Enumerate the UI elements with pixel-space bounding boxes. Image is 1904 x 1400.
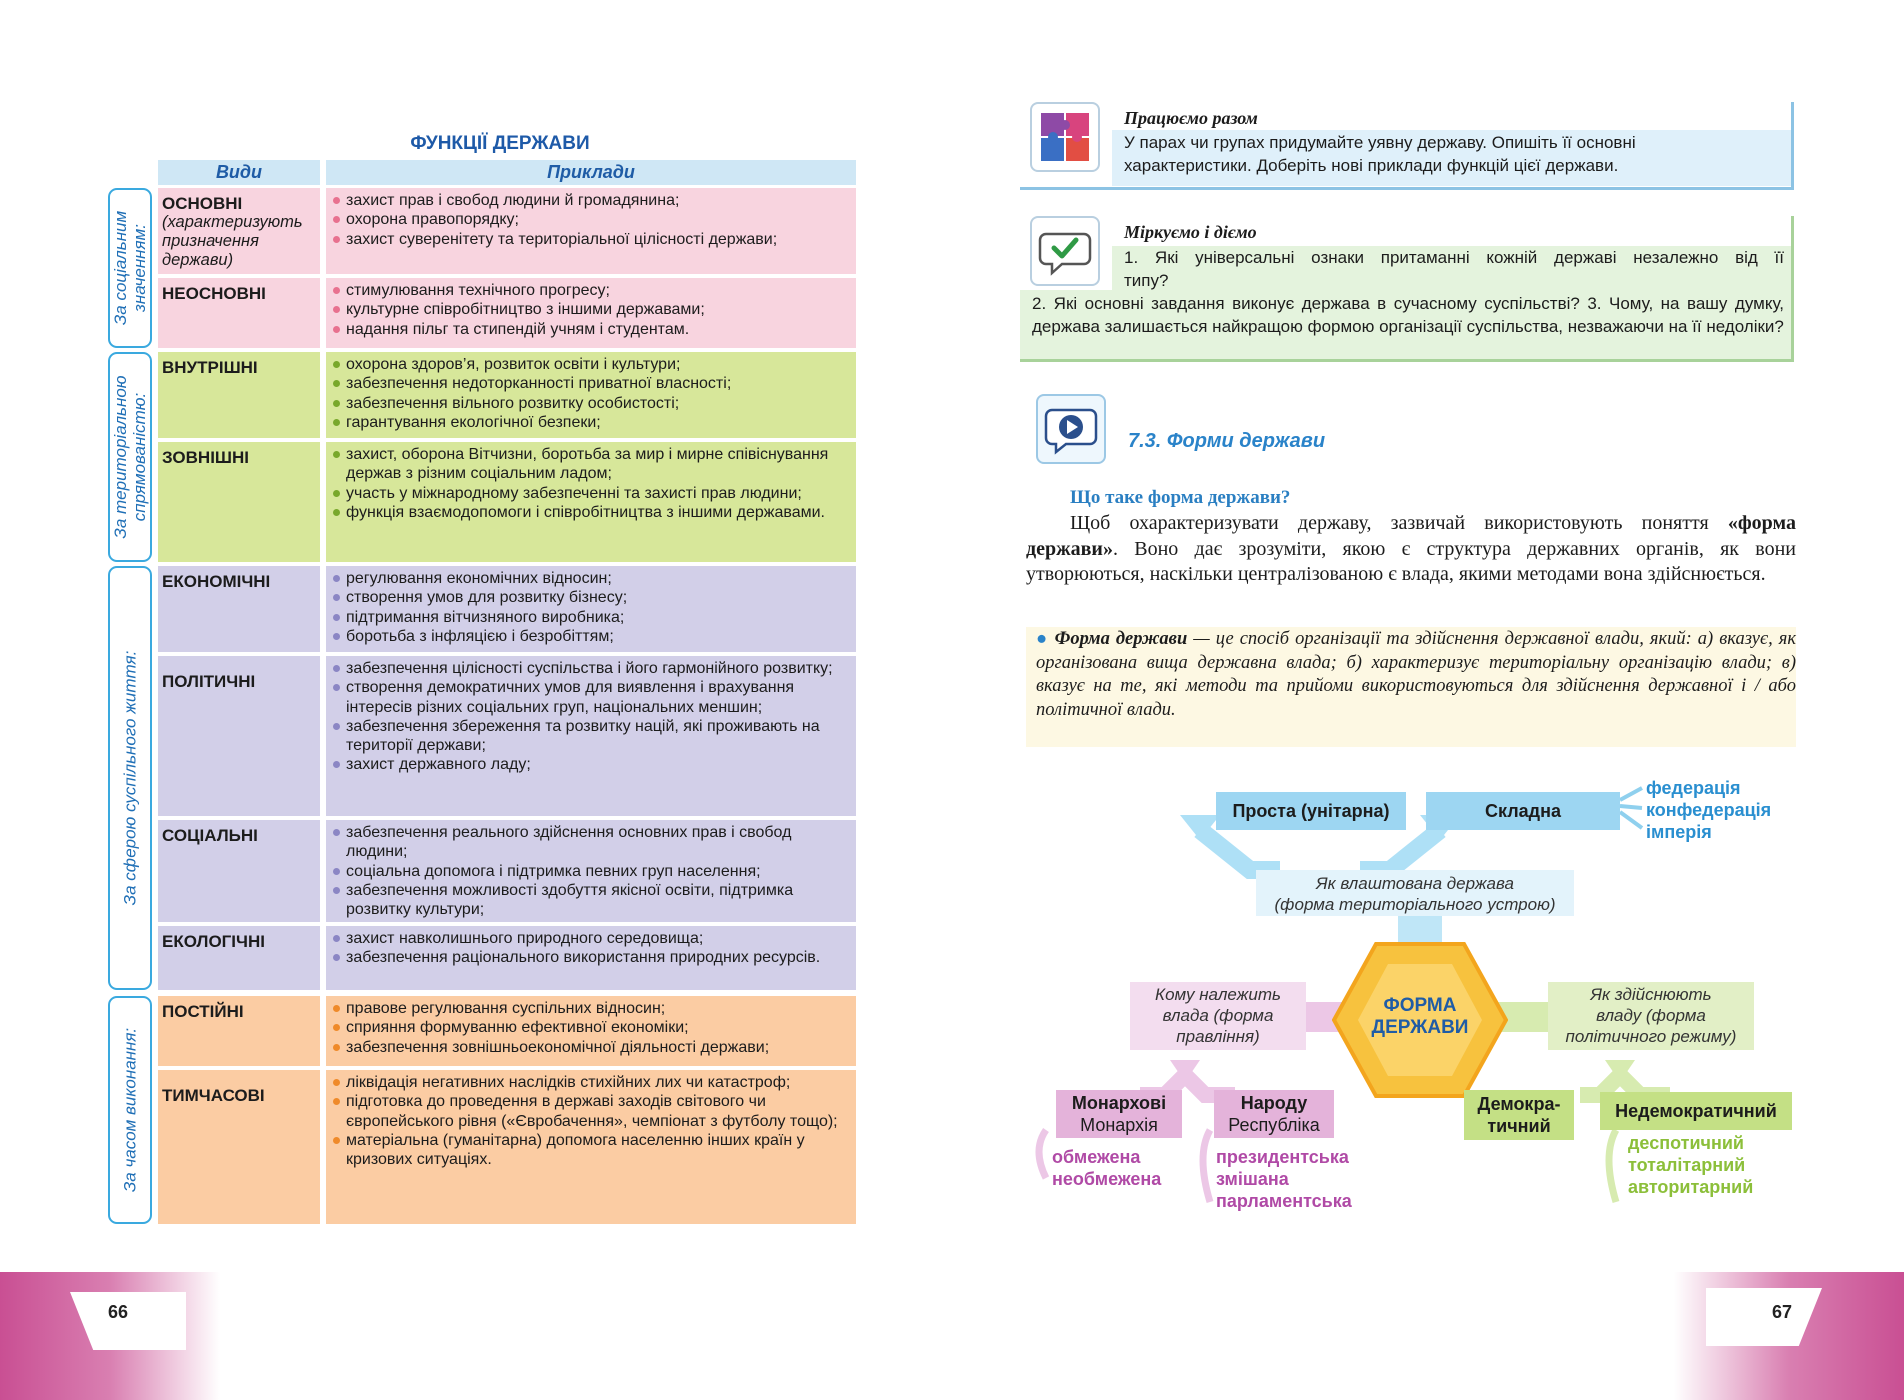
center-label: ФОРМА ДЕРЖАВИ xyxy=(1371,995,1469,1038)
page-number-right: 67 xyxy=(1772,1302,1793,1322)
table-row xyxy=(158,188,856,274)
row-kind: СОЦІАЛЬНІ xyxy=(158,820,320,922)
monarchy-box: Монархові Монархія xyxy=(1056,1090,1182,1138)
group-label-territorial: За територіальною спрямованістю: xyxy=(108,352,152,562)
together-text-line2: характеристики. Доберіть нові приклади функцій цієї держави. xyxy=(1124,156,1619,175)
column-header-kinds: Види xyxy=(158,160,320,185)
row-examples: регулювання економічних відносин; створення умов для розвитку бізнесу; підтримання вітчизняного виробника; боротьба з інфляцією і безробіттям; xyxy=(326,566,856,652)
table-row xyxy=(158,656,856,816)
row-examples: захист прав і свобод людини й громадянина; охорона правопорядку; захист суверенітету та територіальної цілісності держави; xyxy=(326,188,856,274)
complex-box: Складна xyxy=(1426,792,1620,830)
table-row xyxy=(158,996,856,1066)
table-row xyxy=(158,820,856,922)
row-examples: охорона здоров’я, розвиток освіти і культури; забезпечення недоторканності приватної власності; забезпечення вільного розвитку особистості; гарантування екологічної безпеки; xyxy=(326,352,856,438)
puzzle-icon xyxy=(1030,102,1100,172)
subheading: Що таке форма держави? xyxy=(1070,487,1291,508)
think-questions-rest: 2. Які основні завдання виконує держава в сучасному суспільстві? 3. Чому, на вашу думку, держава залишається найкращою формою організації суспільства, незважаючи на її недоліки? xyxy=(1032,294,1784,336)
unitary-box: Проста (унітарна) xyxy=(1216,792,1406,830)
republic-types-list: президентська змішана парламентська xyxy=(1216,1147,1352,1211)
row-examples: захист навколишнього природного середовища; забезпечення раціонального використання природних ресурсів. xyxy=(326,926,856,990)
table-row xyxy=(158,926,856,990)
column-header-examples: Приклади xyxy=(326,160,856,185)
intro-paragraph: Щоб охарактеризувати державу, зазвичай використовують поняття «форма держави». Воно дає зрозуміти, якою є структура державних органів, як вони утворюються, наскільки централізованою є влада, якими методами вона здійснюється. xyxy=(1026,512,1796,585)
row-examples: ліквідація негативних наслідків стихійних лих чи катастроф; підготовка до проведення в державі заходів світового чи європейського рівня («Євробачення», чемпіонат з футболу тощо); матеріальна (гуманітарна) допомога населенню інших країн у кризових ситуаціях. xyxy=(326,1070,856,1224)
democratic-box: Демокра- тичний xyxy=(1464,1090,1574,1140)
republic-box: Народу Республіка xyxy=(1214,1090,1334,1138)
play-icon xyxy=(1036,394,1106,464)
row-examples: стимулювання технічного прогресу; культурне співробітництво з іншими державами; надання пільг та стипендій учням і студентам. xyxy=(326,278,856,348)
together-title: Працюємо разом xyxy=(1124,108,1258,128)
row-examples: забезпечення реального здійснення основних прав і свобод людини; соціальна допомога і підтримка певних груп населення; забезпечення можливості здобуття якісної освіти, підтримка розвитку культури; xyxy=(326,820,856,922)
regime-question: Як здійснюють владу (форма політичного режиму) xyxy=(1548,982,1754,1050)
table-row xyxy=(158,352,856,438)
row-kind: НЕОСНОВНІ xyxy=(158,278,320,348)
table-row xyxy=(158,278,856,348)
territorial-question: Як влаштована держава (форма територіального устрою) xyxy=(1256,870,1574,916)
think-question1-line1: 1. Які універсальні ознаки притаманні кожній державі незалежно від її xyxy=(1124,248,1784,267)
complex-types-list: федерація конфедерація імперія xyxy=(1646,778,1772,842)
row-examples: правове регулювання суспільних відносин; сприяння формуванню ефективної економіки; забезпечення зовнішньоекономічної діяльності держави; xyxy=(326,996,856,1066)
row-examples: захист, оборона Вітчизни, боротьба за мир і мирне співіснування держав з різним соціальним ладом; участь у міжнародному забезпеченні та захисті прав людини; функція взаємодопомоги і співробітництва з іншими державами. xyxy=(326,442,856,562)
table-title: ФУНКЦІЇ ДЕРЖАВИ xyxy=(410,133,590,154)
row-kind: ТИМЧАСОВІ xyxy=(158,1070,320,1224)
section-title: 7.3. Форми держави xyxy=(1128,430,1326,452)
page-number-left: 66 xyxy=(108,1302,129,1322)
group-label-sphere: За сферою суспільного життя: xyxy=(108,566,152,990)
think-question1-line2: типу? xyxy=(1124,271,1169,290)
row-kind: ЗОВНІШНІ xyxy=(158,442,320,562)
row-kind: ЕКОНОМІЧНІ xyxy=(158,566,320,652)
row-kind: ПОСТІЙНІ xyxy=(158,996,320,1066)
row-kind: ВНУТРІШНІ xyxy=(158,352,320,438)
speech-check-icon xyxy=(1030,216,1100,286)
group-label-social: За соціальним значенням: xyxy=(108,188,152,348)
table-row xyxy=(158,566,856,652)
think-title: Міркуємо і діємо xyxy=(1124,222,1257,242)
monarchy-types-list: обмежена необмежена xyxy=(1052,1147,1162,1189)
row-examples: забезпечення цілісності суспільства і його гармонійного розвитку; створення демократичних умов для виявлення і врахування інтересів різних соціальних груп, національних меншин; забезпечення збереження та розвитку націй, які проживають на території держави; захист державного ладу; xyxy=(326,656,856,816)
definition-text: ● Форма держави — це спосіб організації та здійснення державної влади, який: а) вказує, як організована вища державна влада; б) характеризує територіальну організацію влади; в) вказує на те, які методи та прийоми використовуються для здійснення державної і / або політичної влади. xyxy=(1036,629,1796,720)
together-text-line1: У парах чи групах придумайте уявну державу. Опишіть її основні xyxy=(1124,133,1636,152)
table-row xyxy=(158,1070,856,1224)
group-label-time: За часом виконання: xyxy=(108,996,152,1224)
government-question: Кому належить влада (форма правління) xyxy=(1130,982,1306,1050)
row-kind: ЕКОЛОГІЧНІ xyxy=(158,926,320,990)
row-kind: ОСНОВНІ (характеризують призначення держави) xyxy=(158,188,320,274)
nondemocratic-box: Недемократичний xyxy=(1600,1092,1792,1130)
row-kind: ПОЛІТИЧНІ xyxy=(158,656,320,816)
nondemocratic-types-list: деспотичний тоталітарний авторитарний xyxy=(1628,1133,1754,1197)
table-row xyxy=(158,442,856,562)
